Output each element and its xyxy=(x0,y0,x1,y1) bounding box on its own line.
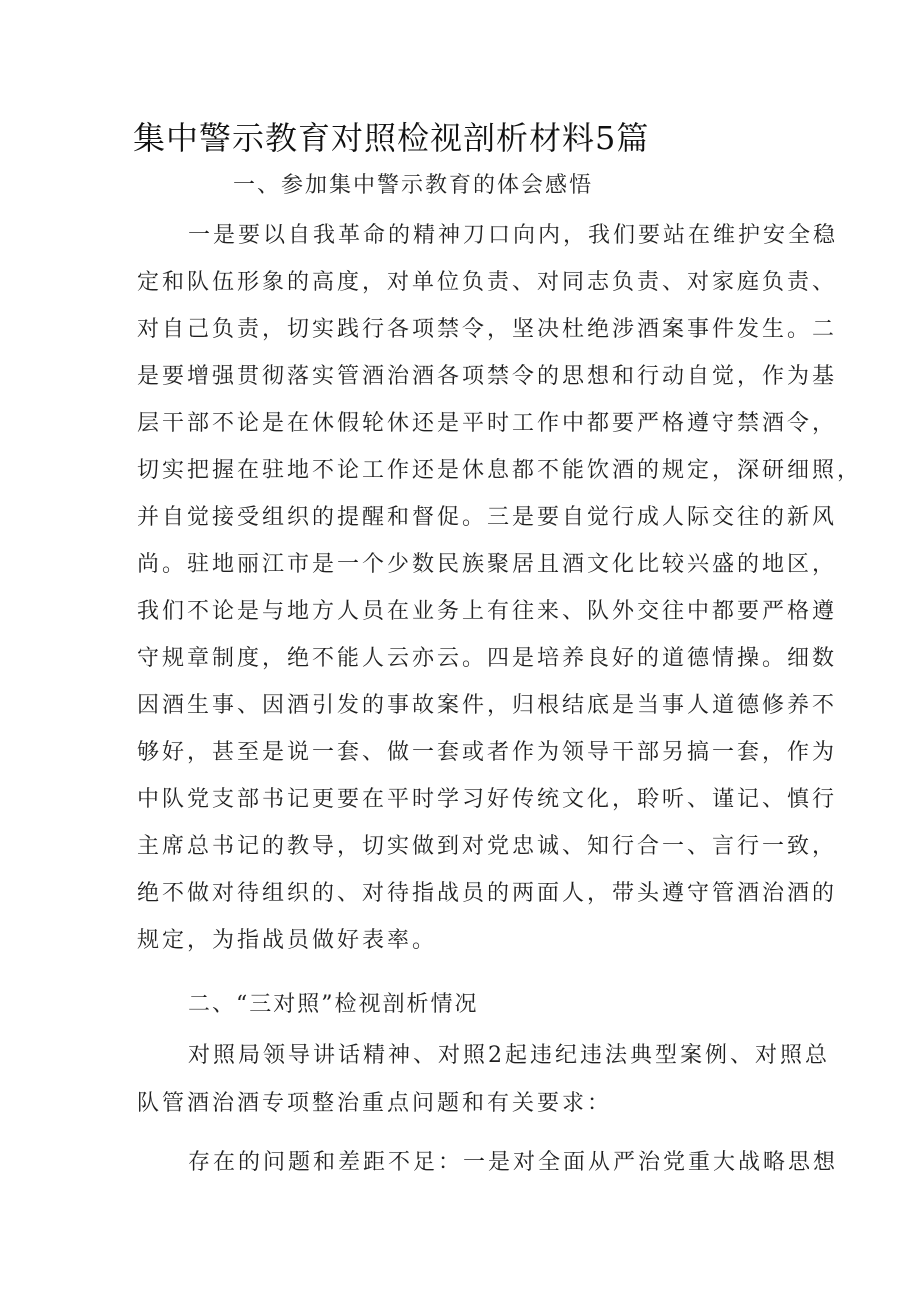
paragraph-line: 存在的问题和差距不足：一是对全面从严治党重大战略思想 xyxy=(188,1150,839,1175)
paragraph-line: 层干部不论是在休假轮休还是平时工作中都要严格遵守禁酒令， xyxy=(137,411,838,436)
paragraph-line: 队管酒治酒专项整治重点问题和有关要求： xyxy=(137,1091,613,1116)
paragraph-line: 对自己负责，切实践行各项禁令，坚决杜绝涉酒案事件发生。二 xyxy=(137,317,838,342)
paragraph-line: 切实把握在驻地不论工作还是休息都不能饮酒的规定，深研细照， xyxy=(137,458,863,483)
paragraph-line: 主席总书记的教导，切实做到对党忠诚、知行合一、言行一致， xyxy=(137,834,838,859)
paragraph-line: 够好，甚至是说一套、做一套或者作为领导干部另搞一套，作为 xyxy=(137,740,838,765)
paragraph-line: 我们不论是与地方人员在业务上有往来、队外交往中都要严格遵 xyxy=(137,599,838,624)
section-heading-2: 二、“三对照”检视剖析情况 xyxy=(188,992,479,1017)
paragraph-line: 守规章制度，绝不能人云亦云。四是培养良好的道德情操。细数 xyxy=(137,646,838,671)
paragraph-line: 一是要以自我革命的精神刀口向内，我们要站在维护安全稳 xyxy=(188,223,839,248)
paragraph-line: 定和队伍形象的高度，对单位负责、对同志负责、对家庭负责、 xyxy=(137,270,838,295)
paragraph-line: 因酒生事、因酒引发的事故案件，归根结底是当事人道德修养不 xyxy=(137,693,838,718)
paragraph-line: 规定，为指战员做好表率。 xyxy=(137,928,438,953)
paragraph-line: 尚。驻地丽江市是一个少数民族聚居且酒文化比较兴盛的地区， xyxy=(137,552,838,577)
paragraph-line: 中队党支部书记更要在平时学习好传统文化，聆听、谨记、慎行 xyxy=(137,787,838,812)
document-title: 集中警示教育对照检视剖析材料5篇 xyxy=(133,119,650,157)
paragraph-line: 绝不做对待组织的、对待指战员的两面人，带头遵守管酒治酒的 xyxy=(137,881,838,906)
section-heading-1: 一、参加集中警示教育的体会感悟 xyxy=(233,173,594,198)
paragraph-line: 对照局领导讲话精神、对照2起违纪违法典型案例、对照总 xyxy=(188,1043,830,1068)
paragraph-line: 是要增强贯彻落实管酒治酒各项禁令的思想和行动自觉，作为基 xyxy=(137,364,838,389)
paragraph-line: 并自觉接受组织的提醒和督促。三是要自觉行成人际交往的新风 xyxy=(137,505,838,530)
